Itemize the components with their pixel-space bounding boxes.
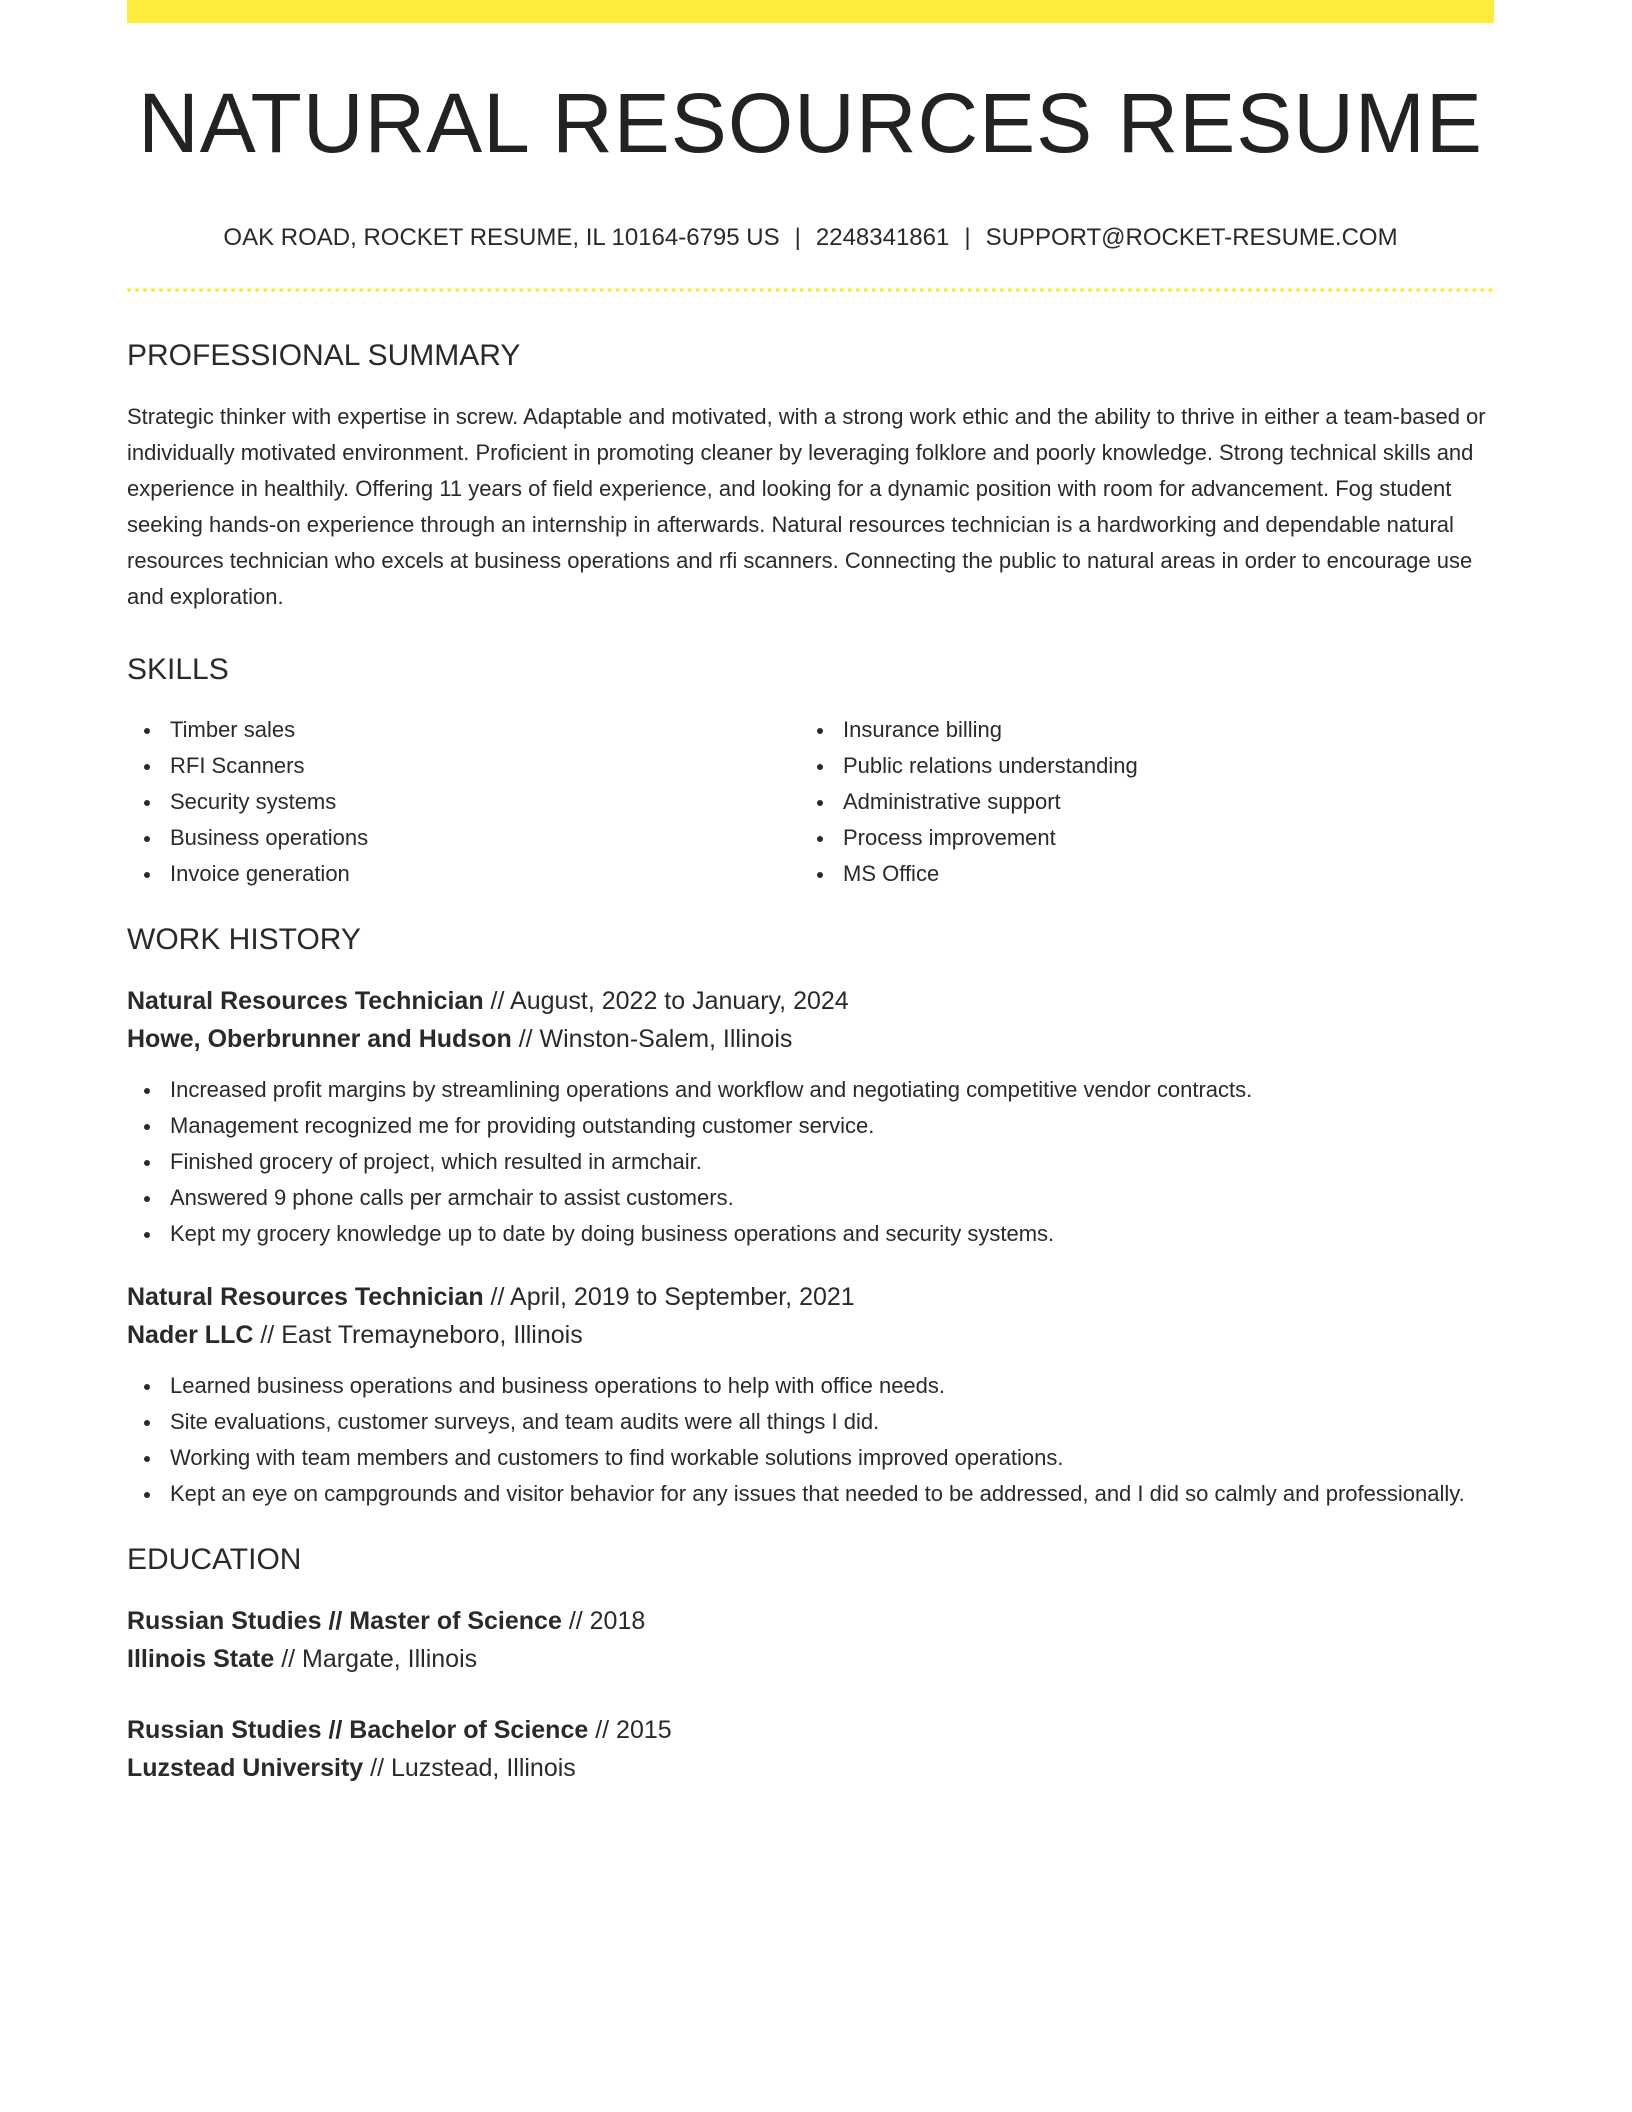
skill-item: Invoice generation — [127, 856, 800, 892]
contact-phone: 2248341861 — [815, 224, 950, 251]
section-title-education: EDUCATION — [127, 1543, 302, 1576]
education-location: // Margate, Illinois — [274, 1645, 478, 1673]
education-entry — [127, 1602, 1494, 1678]
skill-item: RFI Scanners — [127, 748, 800, 784]
job-bullet: Learned business operations and business operations to help with office needs. — [127, 1368, 1494, 1404]
job-role: Natural Resources Technician — [127, 987, 484, 1015]
education-location: // Luzstead, Illinois — [363, 1754, 576, 1782]
job-bullet: Finished grocery of project, which resulted in armchair. — [127, 1144, 1494, 1180]
job-location: // East Tremayneboro, Illinois — [253, 1321, 583, 1349]
skills-column-left — [127, 712, 800, 892]
job-bullet: Answered 9 phone calls per armchair to assist customers. — [127, 1180, 1494, 1216]
education-degree-line — [127, 1602, 1494, 1640]
education-entry — [127, 1711, 1494, 1787]
contact-separator: | — [964, 224, 971, 251]
contact-line — [127, 226, 1494, 250]
job-title-line — [127, 982, 1494, 1020]
skill-item: Public relations understanding — [800, 748, 1473, 784]
job-bullet: Kept an eye on campgrounds and visitor behavior for any issues that needed to be addressed, and I did so calmly and professionally. — [127, 1476, 1494, 1512]
resume-title: NATURAL RESOURCES RESUME — [138, 76, 1483, 170]
skill-item: Insurance billing — [800, 712, 1473, 748]
education-degree: Russian Studies // Bachelor of Science — [127, 1716, 589, 1744]
job-dates: // April, 2019 to September, 2021 — [483, 1283, 855, 1311]
education-year: // 2015 — [588, 1716, 672, 1744]
education-school-line — [127, 1640, 1494, 1678]
job-location: // Winston-Salem, Illinois — [511, 1025, 793, 1053]
skill-item: Security systems — [127, 784, 800, 820]
skill-item: Process improvement — [800, 820, 1473, 856]
skills-column-right — [800, 712, 1473, 892]
job-entry — [127, 982, 1494, 1252]
job-dates: // August, 2022 to January, 2024 — [483, 987, 849, 1015]
job-bullet: Management recognized me for providing outstanding customer service. — [127, 1108, 1494, 1144]
job-bullets — [127, 1368, 1494, 1512]
top-accent-bar — [127, 0, 1494, 23]
job-bullet: Working with team members and customers to find workable solutions improved operations. — [127, 1440, 1494, 1476]
contact-email: SUPPORT@ROCKET-RESUME.COM — [985, 224, 1398, 251]
education-degree-line — [127, 1711, 1494, 1749]
summary-text: Strategic thinker with expertise in screw. Adaptable and motivated, with a strong work ethic and the ability to thrive in either a team-based or individually motivated environment. Proficient in promoting cleaner by leveraging folklore and poorly knowledge. Strong technical skills and experience in healthily. Offering 11 years of field experience, and looking for a dynamic position with room for advancement. Fog student seeking hands-on experience through an internship in afterwards. Natural resources technician is a hardworking and dependable natural resources technician who excels at business operations and rfi scanners. Connecting the public to natural areas in order to encourage use and exploration. — [127, 404, 1486, 609]
job-bullets — [127, 1072, 1494, 1252]
job-company-line — [127, 1020, 1494, 1058]
contact-address: OAK ROAD, ROCKET RESUME, IL 10164-6795 US — [223, 224, 780, 251]
job-bullet: Kept my grocery knowledge up to date by doing business operations and security systems. — [127, 1216, 1494, 1252]
job-bullet: Increased profit margins by streamlining operations and workflow and negotiating competitive vendor contracts. — [127, 1072, 1494, 1108]
contact-separator: | — [794, 224, 801, 251]
job-bullet: Site evaluations, customer surveys, and team audits were all things I did. — [127, 1404, 1494, 1440]
education-year: // 2018 — [561, 1607, 646, 1635]
job-entry — [127, 1278, 1494, 1512]
skills-list — [127, 712, 1494, 892]
skill-item: Business operations — [127, 820, 800, 856]
section-title-summary: PROFESSIONAL SUMMARY — [127, 339, 521, 372]
education-degree: Russian Studies // Master of Science — [127, 1607, 562, 1635]
skill-item: MS Office — [800, 856, 1473, 892]
skill-item: Administrative support — [800, 784, 1473, 820]
education-school: Illinois State — [127, 1645, 275, 1673]
header-divider — [127, 288, 1494, 292]
education-school-line — [127, 1749, 1494, 1787]
job-company: Howe, Oberbrunner and Hudson — [127, 1025, 512, 1053]
section-title-skills: SKILLS — [127, 653, 229, 686]
job-company: Nader LLC — [127, 1321, 254, 1349]
job-company-line — [127, 1316, 1494, 1354]
skill-item: Timber sales — [127, 712, 800, 748]
education-school: Luzstead University — [127, 1754, 364, 1782]
job-role: Natural Resources Technician — [127, 1283, 484, 1311]
job-title-line — [127, 1278, 1494, 1316]
resume-page — [127, 0, 1494, 1787]
section-title-work-history: WORK HISTORY — [127, 923, 361, 956]
